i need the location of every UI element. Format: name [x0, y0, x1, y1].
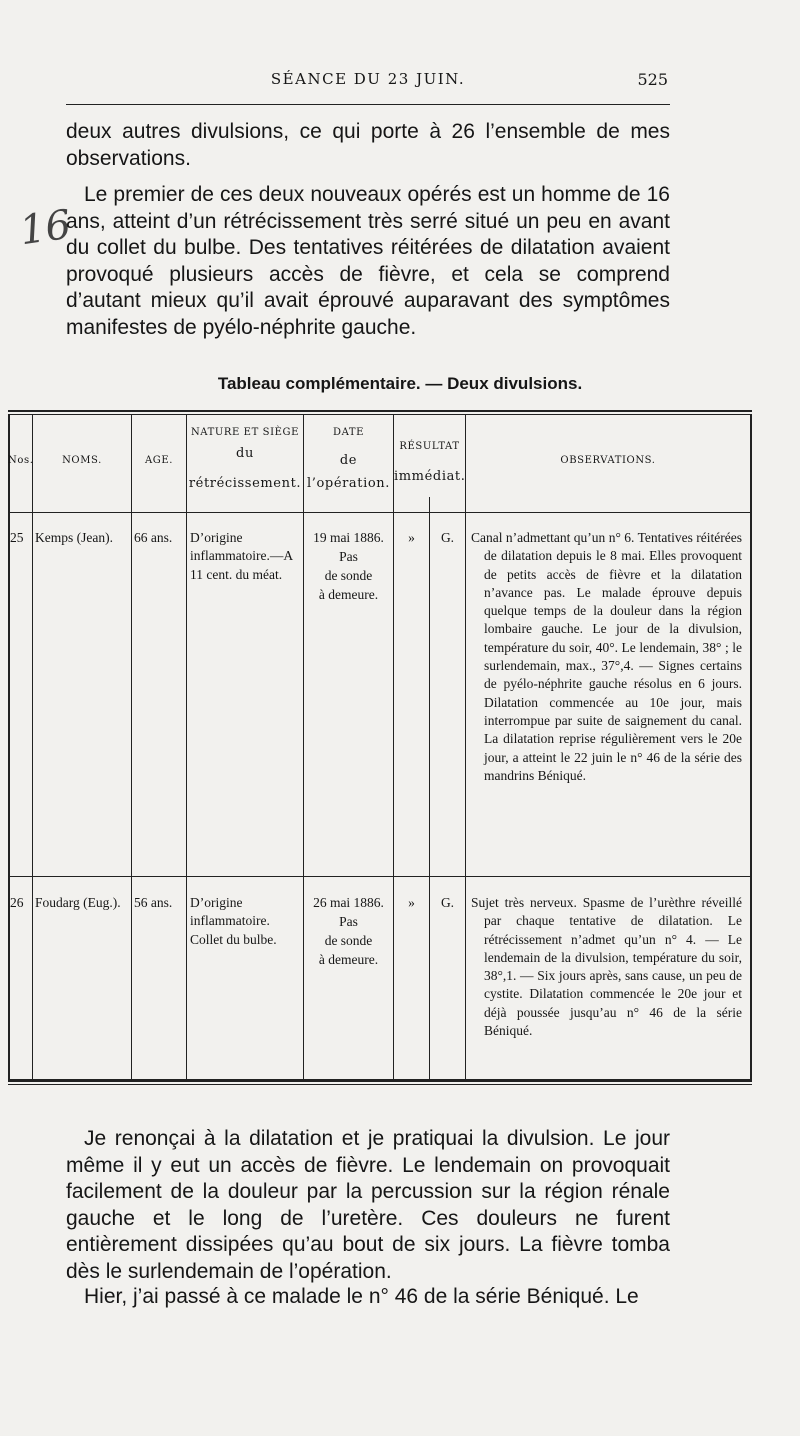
table-row-rule: [8, 876, 752, 877]
running-title: SÉANCE DU 23 JUIN.: [270, 70, 466, 88]
header-date-line2: de: [339, 453, 358, 468]
header-age: AGE.: [144, 455, 174, 466]
row-26-name: Foudarg (Eug.).: [35, 895, 121, 910]
table-col-rule: [303, 414, 304, 1082]
table-bottom-rule-inner: [8, 1084, 752, 1085]
row-25-date-line4: à demeure.: [318, 587, 379, 602]
header-nature-line2: du: [236, 446, 254, 461]
paragraph-2: Le premier de ces deux nouveaux opérés est un homme de 16 ans, atteint d’un rétrécissement très serré situé un peu en avant du collet du bulbe. Des tentatives réitérées de dilatation avaient provoqué plusieurs accès de fièvre, et cela se comprend d’autant mieux qu’il avait éprouvé auparavant des symptômes manifestes de pyélo-néphrite gauche.: [66, 183, 670, 339]
header-resultat-line1: RÉSULTAT: [399, 441, 460, 452]
header-rule: [66, 104, 670, 105]
header-date-line1: DATE: [332, 427, 365, 438]
row-25-num: 25: [10, 530, 24, 545]
row-26-date-line4: à demeure.: [318, 952, 379, 967]
row-26-date-line2: Pas: [339, 914, 358, 929]
table-col-rule: [186, 414, 187, 1082]
row-26-nature: D’origine inflammatoire. Collet du bulbe.: [190, 895, 277, 947]
table-col-rule: [8, 414, 10, 1082]
row-25-date-line3: de sonde: [324, 568, 373, 583]
table-top-rule: [8, 410, 752, 412]
header-date-line3: l’opération.: [306, 476, 390, 491]
row-26-date-line3: de sonde: [324, 933, 373, 948]
table-top-rule-inner: [8, 414, 752, 415]
row-25-nature: D’origine inflammatoire.—A 11 cent. du méat.: [190, 530, 294, 582]
row-25-age: 66 ans.: [134, 530, 173, 545]
paragraph-4: Hier, j’ai passé à ce malade le n° 46 de la série Béniqué. Le: [84, 1285, 639, 1308]
table-header-rule: [8, 512, 752, 513]
page-number: 525: [637, 70, 668, 89]
row-25-date-line1: 19 mai 1886.: [313, 530, 384, 545]
table-col-rule: [131, 414, 132, 1082]
table-title: Tableau complémentaire. — Deux divulsions.: [217, 374, 583, 393]
margin-handwritten-note: 16: [17, 201, 74, 255]
row-26-resultat-b: G.: [440, 895, 455, 910]
row-26-num: 26: [10, 895, 24, 910]
row-25-observations: Canal n’admettant qu’un n° 6. Tentatives réitérées de dilatation depuis le 8 mai. Elles provoquent de petits accès de fièvre et la dilatation n’avance pas. Le malade éprouve depuis quelque temps de la douleur dans la région lombaire gauche. Le jour de la divulsion, température du soir, 40°. Le lendemain, 38° ; le surlendemain, max., 37°,4. — Signes certains de pyélo-néphrite gauche résolus en 6 jours. Dilatation commencée au 10e jour, mais interrompue par suite de saignement du canal. La dilatation reprise régulièrement vers le 20e jour, a atteint le 22 juin le n° 46 de la série des mandrins Béniqué.: [471, 530, 742, 783]
header-resultat-line2: immédiat.: [394, 469, 466, 484]
table-col-rule: [32, 414, 33, 1082]
table-col-rule: [393, 414, 394, 1082]
row-25-resultat-b: G.: [440, 530, 455, 545]
table-bottom-rule: [8, 1079, 752, 1082]
paragraph-1: deux autres divulsions, ce qui porte à 26 l’ensemble de mes observations.: [66, 120, 670, 170]
row-26-date-line1: 26 mai 1886.: [313, 895, 384, 910]
row-25-name: Kemps (Jean).: [35, 530, 113, 545]
header-num: Nos.: [8, 455, 34, 466]
header-noms: NOMS.: [62, 455, 102, 466]
header-nature-line1: NATURE ET SIÈGE: [190, 427, 300, 438]
header-observations: OBSERVATIONS.: [560, 455, 656, 466]
page-header: [66, 70, 670, 100]
row-25-resultat-a: »: [408, 530, 415, 545]
header-nature-line3: rétrécissement.: [188, 476, 302, 491]
row-26-observations: Sujet très nerveux. Spasme de l’urèthre réveillé par chaque tentative de dilatation. Le rétrécissement n’admet qu’un n° 4. — Le lendemain de la divulsion, température du soir, 38°,1. — Six jours après, sans cause, un peu de cystite. Dilatation commencée le 20e jour et déjà poussée jusqu’au n° 46 de la série Béniqué.: [471, 895, 742, 1039]
table-col-rule: [429, 497, 430, 1082]
row-26-resultat-a: »: [408, 895, 415, 910]
paragraph-3: Je renonçai à la dilatation et je pratiquai la divulsion. Le jour même il y eut un accès de fièvre. Le lendemain on provoquait facilement de la douleur par la percussion sur la région rénale gauche et le long de l’uretère. Ces douleurs ne furent entièrement dissipées qu’au bout de six jours. La fièvre tomba dès le surlendemain de l’opération.: [66, 1127, 670, 1283]
table-col-rule: [750, 414, 752, 1082]
row-25-date-line2: Pas: [339, 549, 358, 564]
row-26-age: 56 ans.: [134, 895, 173, 910]
table-col-rule: [465, 414, 466, 1082]
